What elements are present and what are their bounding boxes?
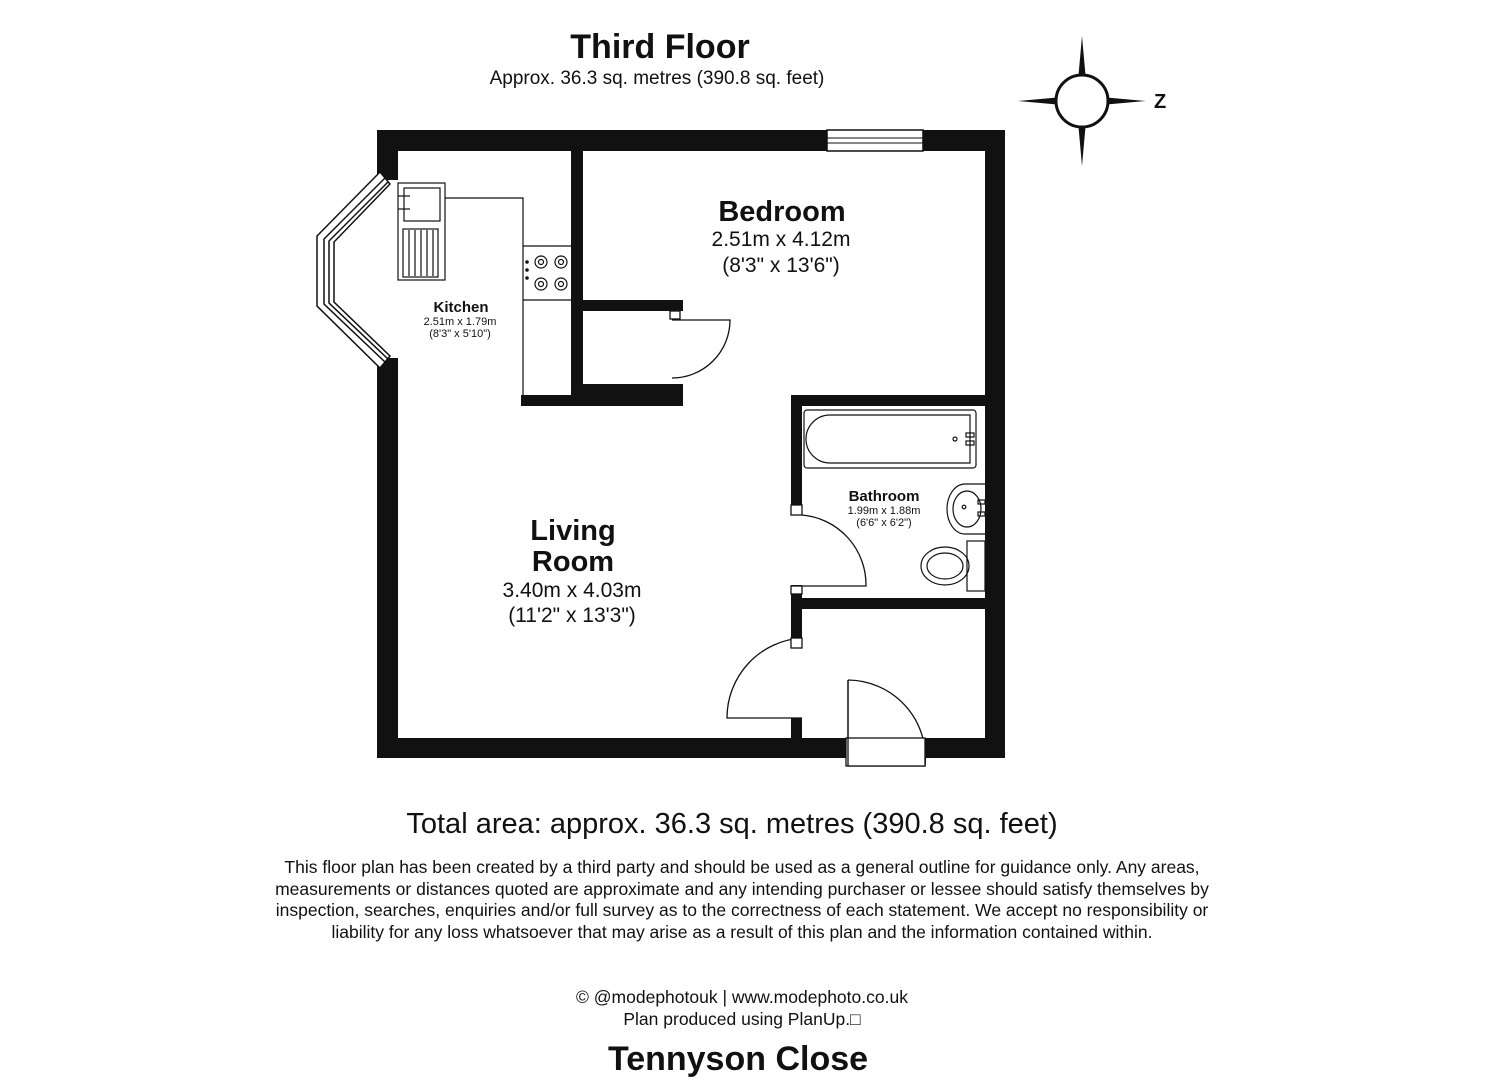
bathroom-imperial: (6'6" x 6'2") [856, 517, 912, 529]
living-room-name-line2: Room [531, 546, 615, 578]
bathroom-door-icon [791, 505, 866, 594]
outer-walls [377, 130, 1005, 758]
bathroom-label [848, 488, 921, 529]
total-area: Total area: approx. 36.3 sq. metres (390.8 sq. feet) [406, 808, 1058, 840]
bedroom-metric: 2.51m x 4.12m [711, 228, 851, 251]
living-room-label [503, 515, 642, 627]
compass-ring [1056, 75, 1108, 127]
compass-icon [1010, 30, 1190, 170]
toilet-icon [921, 541, 985, 591]
floor-title: Third Floor [570, 28, 750, 66]
hob-icon [526, 256, 567, 290]
kitchen-label [424, 299, 497, 340]
bath-icon [804, 410, 976, 468]
kitchen-imperial: (8'3" x 5'10") [429, 328, 491, 340]
bay-window [317, 172, 390, 368]
credits [0, 986, 1484, 1030]
living-room-name-line1: Living [530, 515, 616, 547]
property-name: Tennyson Close [607, 1040, 869, 1078]
living-room-imperial: (11'2" x 13'3") [508, 604, 636, 627]
credit-line-1: © @modephotouk | www.modephoto.co.uk [576, 987, 908, 1007]
kitchen-metric: 2.51m x 1.79m [423, 316, 497, 328]
hall-door-icon [727, 638, 802, 718]
cupboard-door-icon [670, 311, 730, 378]
credit-line-2: Plan produced using PlanUp.□ [623, 1009, 861, 1029]
floor-area: Approx. 36.3 sq. metres (390.8 sq. feet) [489, 68, 825, 89]
bedroom-window [827, 130, 923, 151]
washbasin-icon [947, 484, 985, 534]
bathroom-metric: 1.99m x 1.88m [847, 505, 921, 517]
floor-plan [300, 120, 1020, 770]
kitchen-name: Kitchen [433, 299, 489, 316]
bedroom-label [712, 196, 851, 277]
bedroom-imperial: (8'3" x 13'6") [722, 254, 840, 277]
compass-label: Z [1154, 91, 1167, 113]
entrance-door-icon [846, 680, 925, 766]
living-room-metric: 3.40m x 4.03m [502, 579, 642, 602]
bathroom-name: Bathroom [848, 488, 920, 505]
sink-icon [398, 183, 445, 280]
disclaimer-text: This floor plan has been created by a third party and should be used as a general outline for guidance only. Any areas, measurements or distances quoted are approximate and any intending purchaser or lessee should satisfy themselves by inspection, searches, enquiries and/or full survey as to the correctness of each statement. We accept no responsibility or liability for any loss whatsoever that may arise as a result of this plan and the information contained within. [275, 857, 1209, 942]
bedroom-name: Bedroom [718, 196, 846, 228]
